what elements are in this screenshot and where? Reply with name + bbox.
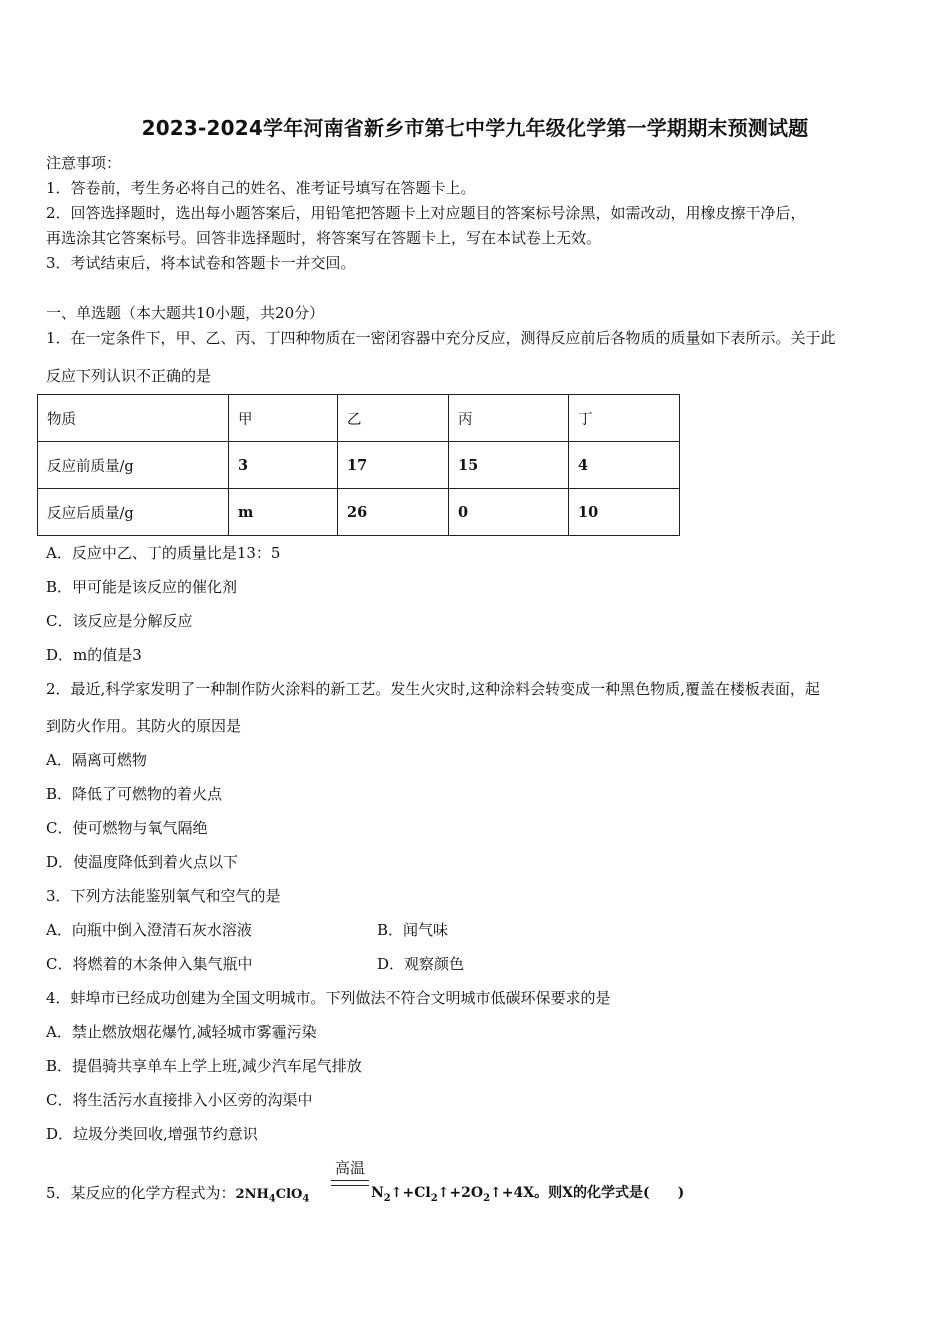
q2-stem-line2: 到防火作用。其防火的原因是 xyxy=(46,717,242,735)
q3-option-d: D．观察颜色 xyxy=(377,955,465,973)
reactant-formula xyxy=(235,1187,310,1205)
formula-subscript: 4 xyxy=(268,1193,276,1205)
q2-option-b: B．降低了可燃物的着火点 xyxy=(46,785,223,803)
q2-stem-line1: 2．最近,科学家发明了一种制作防火涂料的新工艺。发生火灾时,这种涂料会转变成一种黑色物质,覆盖在楼板表面，起 xyxy=(46,680,820,698)
q3-stem: 3．下列方法能鉴别氧气和空气的是 xyxy=(46,887,281,905)
q4-option-d: D．垃圾分类回收,增强节约意识 xyxy=(46,1125,258,1143)
q4-option-c: C．将生活污水直接排入小区旁的沟渠中 xyxy=(46,1091,313,1109)
table-cell: 甲 xyxy=(229,395,338,442)
formula-subscript: 2 xyxy=(383,1192,391,1204)
q4-option-b: B．提倡骑共享单车上学上班,减少汽车尾气排放 xyxy=(46,1057,362,1075)
table-row xyxy=(38,442,680,489)
table-cell: 17 xyxy=(338,442,449,489)
formula-part: ↑+4X。则X的化学式是( ) xyxy=(490,1185,685,1201)
formula-subscript: 2 xyxy=(430,1192,438,1204)
q3-option-c: C．将燃着的木条伸入集气瓶中 xyxy=(46,955,253,973)
table-cell: 丙 xyxy=(449,395,569,442)
q1-option-b: B．甲可能是该反应的催化剂 xyxy=(46,578,238,596)
formula-part: N xyxy=(371,1185,384,1201)
table-cell: 物质 xyxy=(38,395,229,442)
table-cell: 乙 xyxy=(338,395,449,442)
formula-part: ↑+Cl xyxy=(390,1185,431,1201)
formula-part: ClO xyxy=(275,1187,303,1202)
q1-stem-line2: 反应下列认识不正确的是 xyxy=(46,367,212,385)
equation-equals-sign xyxy=(331,1180,369,1186)
formula-subscript: 4 xyxy=(302,1193,310,1205)
formula-subscript: 2 xyxy=(483,1192,491,1204)
notice-item-2: 2．回答选择题时，选出每小题答案后，用铅笔把答题卡上对应题目的答案标号涂黑，如需改动，用橡皮擦干净后， xyxy=(46,204,806,222)
q1-stem-line1: 1．在一定条件下，甲、乙、丙、丁四种物质在一密闭容器中充分反应，测得反应前后各物质的质量如下表所示。关于此 xyxy=(46,329,836,347)
q3-option-b: B．闻气味 xyxy=(377,921,449,939)
q4-stem: 4．蚌埠市已经成功创建为全国文明城市。下列做法不符合文明城市低碳环保要求的是 xyxy=(46,989,611,1007)
q5-stem xyxy=(46,1182,309,1205)
q2-option-a: A．隔离可燃物 xyxy=(46,751,147,769)
table-cell: 15 xyxy=(449,442,569,489)
reaction-condition: 高温 xyxy=(334,1159,365,1177)
q4-option-a: A．禁止燃放烟花爆竹,减轻城市雾霾污染 xyxy=(46,1023,317,1041)
q5-products xyxy=(371,1182,684,1204)
table-cell: 3 xyxy=(229,442,338,489)
section-heading: 一、单选题（本大题共10小题，共20分） xyxy=(46,304,325,322)
notice-item-3: 3．考试结束后，将本试卷和答题卡一并交回。 xyxy=(46,254,356,272)
q3-option-a: A．向瓶中倒入澄清石灰水溶液 xyxy=(46,921,252,939)
table-cell: 4 xyxy=(569,442,680,489)
q2-option-c: C．使可燃物与氧气隔绝 xyxy=(46,819,208,837)
table-cell: 10 xyxy=(569,489,680,536)
q1-mass-table xyxy=(37,394,680,536)
notice-item-1: 1．答卷前，考生务必将自己的姓名、准考证号填写在答题卡上。 xyxy=(46,179,476,197)
table-cell: 反应后质量/g xyxy=(38,489,229,536)
q1-option-c: C．该反应是分解反应 xyxy=(46,612,193,630)
formula-part: ↑+2O xyxy=(437,1185,484,1201)
table-cell: 26 xyxy=(338,489,449,536)
table-cell: 0 xyxy=(449,489,569,536)
formula-part: 2NH xyxy=(235,1187,269,1202)
table-cell: 丁 xyxy=(569,395,680,442)
notice-item-2-cont: 再选涂其它答案标号。回答非选择题时，将答案写在答题卡上，写在本试卷上无效。 xyxy=(46,229,602,247)
q1-option-d: D．m的值是3 xyxy=(46,646,142,664)
page-title: 2023-2024学年河南省新乡市第七中学九年级化学第一学期期末预测试题 xyxy=(141,116,809,140)
q2-option-d: D．使温度降低到着火点以下 xyxy=(46,853,239,871)
q1-option-a: A．反应中乙、丁的质量比是13：5 xyxy=(46,544,281,562)
table-cell: 反应前质量/g xyxy=(38,442,229,489)
table-header-row xyxy=(38,395,680,442)
table-cell: m xyxy=(229,489,338,536)
q5-prefix: 5．某反应的化学方程式为： xyxy=(46,1184,236,1202)
table-row xyxy=(38,489,680,536)
notice-heading: 注意事项： xyxy=(46,154,122,172)
